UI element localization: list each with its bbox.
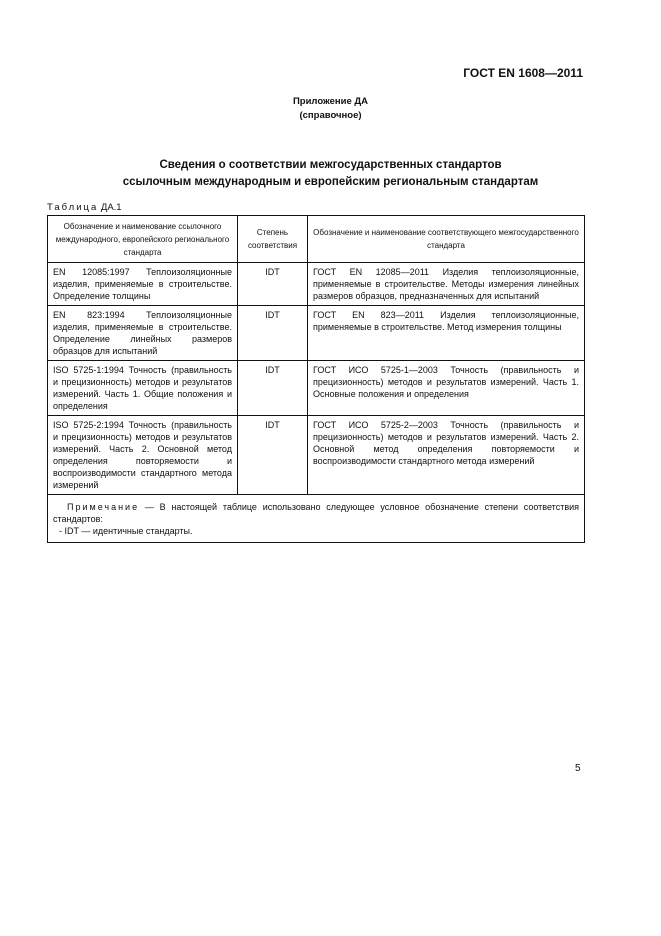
annex-heading: [0, 95, 661, 123]
annex-subtitle: (справочное): [299, 110, 362, 121]
cell-reference-standard: ISO 5725-2:1994 Точность (правильность и прецизионность) методов и результатов измерений. Часть 2. Основной метод определения повторяемости и воспроизводимости стандартного метода измерений: [48, 416, 238, 495]
cell-degree: IDT: [238, 306, 308, 361]
cell-degree: IDT: [238, 263, 308, 306]
document-code: ГОСТ EN 1608—2011: [463, 66, 583, 80]
section-title: [0, 157, 661, 191]
cell-degree: IDT: [238, 416, 308, 495]
column-header-degree: Степень соответствия: [238, 216, 308, 263]
cell-degree: IDT: [238, 361, 308, 416]
note-item: - IDT — идентичные стандарты.: [59, 526, 193, 536]
section-title-line-2: ссылочным международным и европейским региональным стандартам: [122, 176, 539, 188]
table-row: [48, 361, 585, 416]
column-header-reference: Обозначение и наименование ссылочного международного, европейского регионального стандарта: [48, 216, 238, 263]
table-note-row: [48, 495, 585, 543]
annex-title: Приложение ДА: [292, 96, 369, 107]
note-text: [53, 501, 579, 525]
section-title-line-1: Сведения о соответствии межгосударственных стандартов: [159, 159, 502, 171]
table-row: [48, 263, 585, 306]
table-caption: [47, 202, 122, 213]
table-note: [48, 495, 585, 543]
page-number: 5: [575, 763, 581, 774]
cell-interstate-standard: ГОСТ ИСО 5725-2—2003 Точность (правильность и прецизионность) методов и результатов измерений. Часть 2. Основной метод определения повторяемости и воспроизводимости стандартного метода измерений: [308, 416, 585, 495]
cell-reference-standard: ISO 5725-1:1994 Точность (правильность и прецизионность) методов и результатов измерений. Часть 1. Общие положения и определения: [48, 361, 238, 416]
note-label: Примечание: [67, 502, 140, 512]
cell-reference-standard: EN 823:1994 Теплоизоляционные изделия, применяемые в строительстве. Определение линейных размеров образцов для испытаний: [48, 306, 238, 361]
cell-interstate-standard: ГОСТ ИСО 5725-1—2003 Точность (правильность и прецизионность) методов и результатов измерений. Часть 1. Основные положения и определения: [308, 361, 585, 416]
table-caption-number: ДА.1: [100, 202, 122, 213]
cell-interstate-standard: ГОСТ EN 823—2011 Изделия теплоизоляционные, применяемые в строительстве. Метод измерения толщины: [308, 306, 585, 361]
cell-reference-standard: EN 12085:1997 Теплоизоляционные изделия, применяемые в строительстве. Определение толщины: [48, 263, 238, 306]
correspondence-table: [47, 215, 585, 543]
column-header-interstate: Обозначение и наименование соответствующего межгосударственного стандарта: [308, 216, 585, 263]
table-header-row: [48, 216, 585, 263]
note-body: — В настоящей таблице использовано следующее условное обозначение степени соответствия стандартов:: [53, 502, 579, 524]
table-row: [48, 416, 585, 495]
table-row: [48, 306, 585, 361]
cell-interstate-standard: ГОСТ EN 12085—2011 Изделия теплоизоляционные, применяемые в строительстве. Методы измерения линейных размеров образцов, предназначенных для испытаний: [308, 263, 585, 306]
table-caption-word: Таблица: [47, 202, 99, 213]
